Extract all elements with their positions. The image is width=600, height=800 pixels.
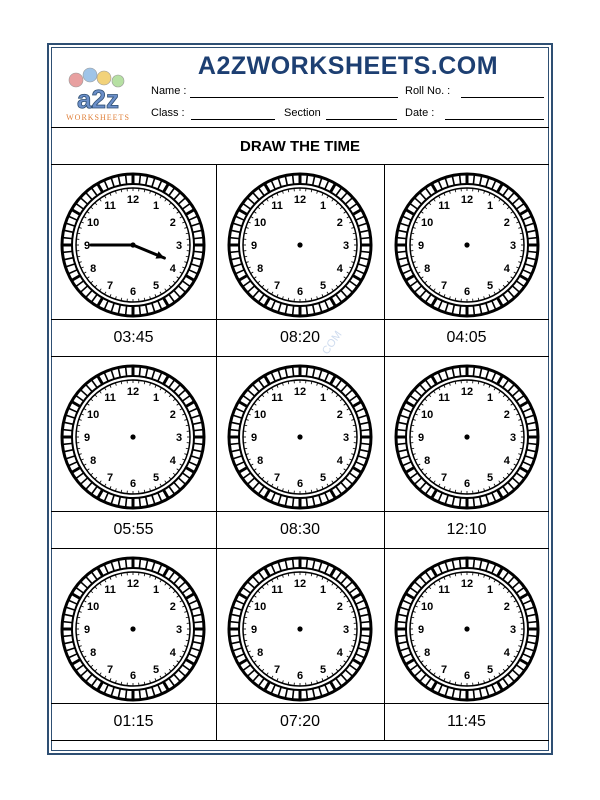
worksheet-heading: DRAW THE TIME (240, 138, 360, 155)
clock-number: 9 (83, 623, 91, 636)
clock-number: 1 (152, 583, 160, 596)
clock-number: 9 (250, 239, 258, 252)
clock-number: 3 (509, 431, 517, 444)
clock-number: 12 (293, 577, 307, 590)
clock-number: 5 (152, 663, 160, 676)
clock-center-dot (464, 626, 469, 631)
clock-center-dot (130, 626, 135, 631)
clock-number: 7 (440, 471, 448, 484)
clock-number: 6 (463, 477, 471, 490)
clock-number: 7 (273, 279, 281, 292)
clock-number: 6 (129, 477, 137, 490)
clock-number: 3 (175, 623, 183, 636)
clock-face[interactable] (392, 362, 542, 512)
clock-number: 11 (438, 391, 450, 404)
clock-number: 7 (273, 471, 281, 484)
clock-center-dot (464, 242, 469, 247)
clock-number: 8 (90, 454, 97, 467)
clock-number: 2 (336, 600, 343, 613)
clock-number: 6 (463, 285, 471, 298)
clock-number: 3 (342, 239, 350, 252)
clock-number: 11 (104, 583, 116, 596)
clock-number: 6 (296, 477, 304, 490)
clock-number: 2 (503, 408, 510, 421)
roll-no-label: Roll No. : (405, 85, 451, 97)
section-label: Section (284, 107, 321, 119)
date-field[interactable] (445, 119, 544, 120)
clock-face[interactable] (58, 170, 208, 320)
clock-number: 2 (169, 408, 176, 421)
heading-divider (51, 164, 549, 165)
clock-number: 12 (460, 193, 474, 206)
clock-number: 5 (319, 279, 327, 292)
clock-number: 10 (254, 408, 267, 421)
time-label: 12:10 (446, 521, 487, 538)
time-label: 01:15 (113, 713, 154, 730)
clock-number: 8 (424, 454, 431, 467)
clock-number: 10 (87, 408, 100, 421)
clock-number: 2 (503, 600, 510, 613)
clock-number: 9 (417, 239, 425, 252)
time-label: 04:05 (446, 329, 487, 346)
clock-number: 12 (460, 385, 474, 398)
clock-face[interactable] (58, 554, 208, 704)
clock-center-dot (297, 434, 302, 439)
clock-number: 4 (336, 646, 343, 659)
clock-number: 7 (440, 279, 448, 292)
clock-number: 1 (319, 391, 327, 404)
clock-center-dot (297, 626, 302, 631)
time-label: 05:55 (113, 521, 154, 538)
site-logo (58, 66, 138, 124)
time-label: 07:20 (279, 713, 321, 730)
clock-number: 6 (129, 669, 137, 682)
date-label: Date : (405, 107, 435, 119)
roll-no-field[interactable] (461, 97, 544, 98)
clock-number: 2 (169, 216, 176, 229)
clock-number: 4 (503, 262, 510, 275)
clock-number: 11 (271, 391, 283, 404)
clock-number: 6 (463, 669, 471, 682)
clock-number: 11 (271, 583, 283, 596)
clock-number: 4 (169, 454, 176, 467)
clock-number: 5 (486, 279, 494, 292)
clock-center-dot (297, 242, 302, 247)
clock-number: 11 (104, 199, 116, 212)
clock-number: 8 (257, 454, 264, 467)
clock-face[interactable] (392, 170, 542, 320)
clock-center-dot (130, 434, 135, 439)
time-label: 03:45 (113, 329, 154, 346)
clock-center-dot (130, 242, 135, 247)
clock-number: 1 (486, 391, 494, 404)
clock-number: 12 (293, 193, 307, 206)
clock-number: 1 (152, 199, 160, 212)
clock-face[interactable] (225, 170, 375, 320)
column-divider (216, 164, 217, 740)
clock-number: 11 (438, 199, 450, 212)
clock-number: 9 (417, 431, 425, 444)
clock-number: 9 (83, 431, 91, 444)
clock-number: 4 (169, 646, 176, 659)
clock-number: 6 (296, 285, 304, 298)
clock-number: 5 (319, 471, 327, 484)
header-divider (51, 127, 549, 128)
clock-face[interactable] (58, 362, 208, 512)
clock-number: 7 (273, 663, 281, 676)
class-field[interactable] (191, 119, 275, 120)
clock-number: 1 (486, 199, 494, 212)
clock-number: 12 (460, 577, 474, 590)
time-label: 11:45 (447, 713, 486, 730)
clock-number: 5 (319, 663, 327, 676)
clock-number: 3 (509, 623, 517, 636)
logo-subtext: WORKSHEETS (66, 113, 130, 122)
column-divider (384, 164, 385, 740)
clock-number: 9 (83, 239, 91, 252)
clock-number: 12 (293, 385, 307, 398)
clock-number: 12 (126, 193, 140, 206)
time-label: 08:20 (279, 329, 321, 346)
clock-number: 8 (257, 646, 264, 659)
clock-number: 4 (336, 262, 343, 275)
clock-number: 3 (509, 239, 517, 252)
clock-number: 4 (169, 262, 176, 275)
clock-number: 9 (250, 431, 258, 444)
clock-number: 8 (424, 262, 431, 275)
clock-face[interactable] (392, 554, 542, 704)
clock-number: 10 (254, 216, 267, 229)
clock-number: 8 (257, 262, 264, 275)
clock-number: 1 (152, 391, 160, 404)
clock-number: 11 (104, 391, 116, 404)
clock-number: 8 (90, 262, 97, 275)
clock-center-dot (464, 434, 469, 439)
clock-number: 6 (129, 285, 137, 298)
clock-number: 5 (152, 471, 160, 484)
clock-number: 8 (90, 646, 97, 659)
clock-face[interactable] (225, 554, 375, 704)
row-divider (51, 740, 549, 741)
clock-number: 5 (486, 471, 494, 484)
clock-number: 4 (503, 454, 510, 467)
time-label: 08:30 (279, 521, 321, 538)
clock-number: 9 (417, 623, 425, 636)
name-label: Name : (151, 85, 187, 97)
clock-number: 10 (421, 600, 434, 613)
clock-number: 7 (106, 471, 114, 484)
clock-number: 4 (336, 454, 343, 467)
clock-face[interactable] (225, 362, 375, 512)
clock-number: 3 (342, 431, 350, 444)
clock-number: 10 (87, 216, 100, 229)
clock-number: 8 (424, 646, 431, 659)
clock-number: 7 (106, 279, 114, 292)
clock-number: 9 (250, 623, 258, 636)
clock-number: 7 (106, 663, 114, 676)
clock-number: 10 (421, 216, 434, 229)
clock-number: 10 (87, 600, 100, 613)
clock-number: 6 (296, 669, 304, 682)
clock-number: 12 (126, 385, 140, 398)
clock-number: 2 (336, 408, 343, 421)
site-title: A2ZWORKSHEETS.COM (197, 52, 499, 80)
watermark: COM (320, 328, 345, 357)
section-field[interactable] (326, 119, 397, 120)
clock-number: 10 (421, 408, 434, 421)
clock-number: 5 (152, 279, 160, 292)
clock-number: 2 (169, 600, 176, 613)
clock-number: 5 (486, 663, 494, 676)
clock-number: 2 (336, 216, 343, 229)
clock-number: 4 (503, 646, 510, 659)
row-divider (51, 548, 549, 549)
clock-number: 2 (503, 216, 510, 229)
clock-number: 1 (319, 583, 327, 596)
clock-number: 11 (438, 583, 450, 596)
name-field[interactable] (190, 97, 398, 98)
clock-number: 3 (175, 431, 183, 444)
row-divider (51, 356, 549, 357)
clock-number: 1 (486, 583, 494, 596)
class-label: Class : (151, 107, 185, 119)
clock-number: 11 (271, 199, 283, 212)
clock-number: 12 (126, 577, 140, 590)
clock-number: 7 (440, 663, 448, 676)
clock-number: 1 (319, 199, 327, 212)
clock-number: 10 (254, 600, 267, 613)
logo-text: a2z (77, 84, 119, 114)
clock-number: 3 (175, 239, 183, 252)
clock-number: 3 (342, 623, 350, 636)
